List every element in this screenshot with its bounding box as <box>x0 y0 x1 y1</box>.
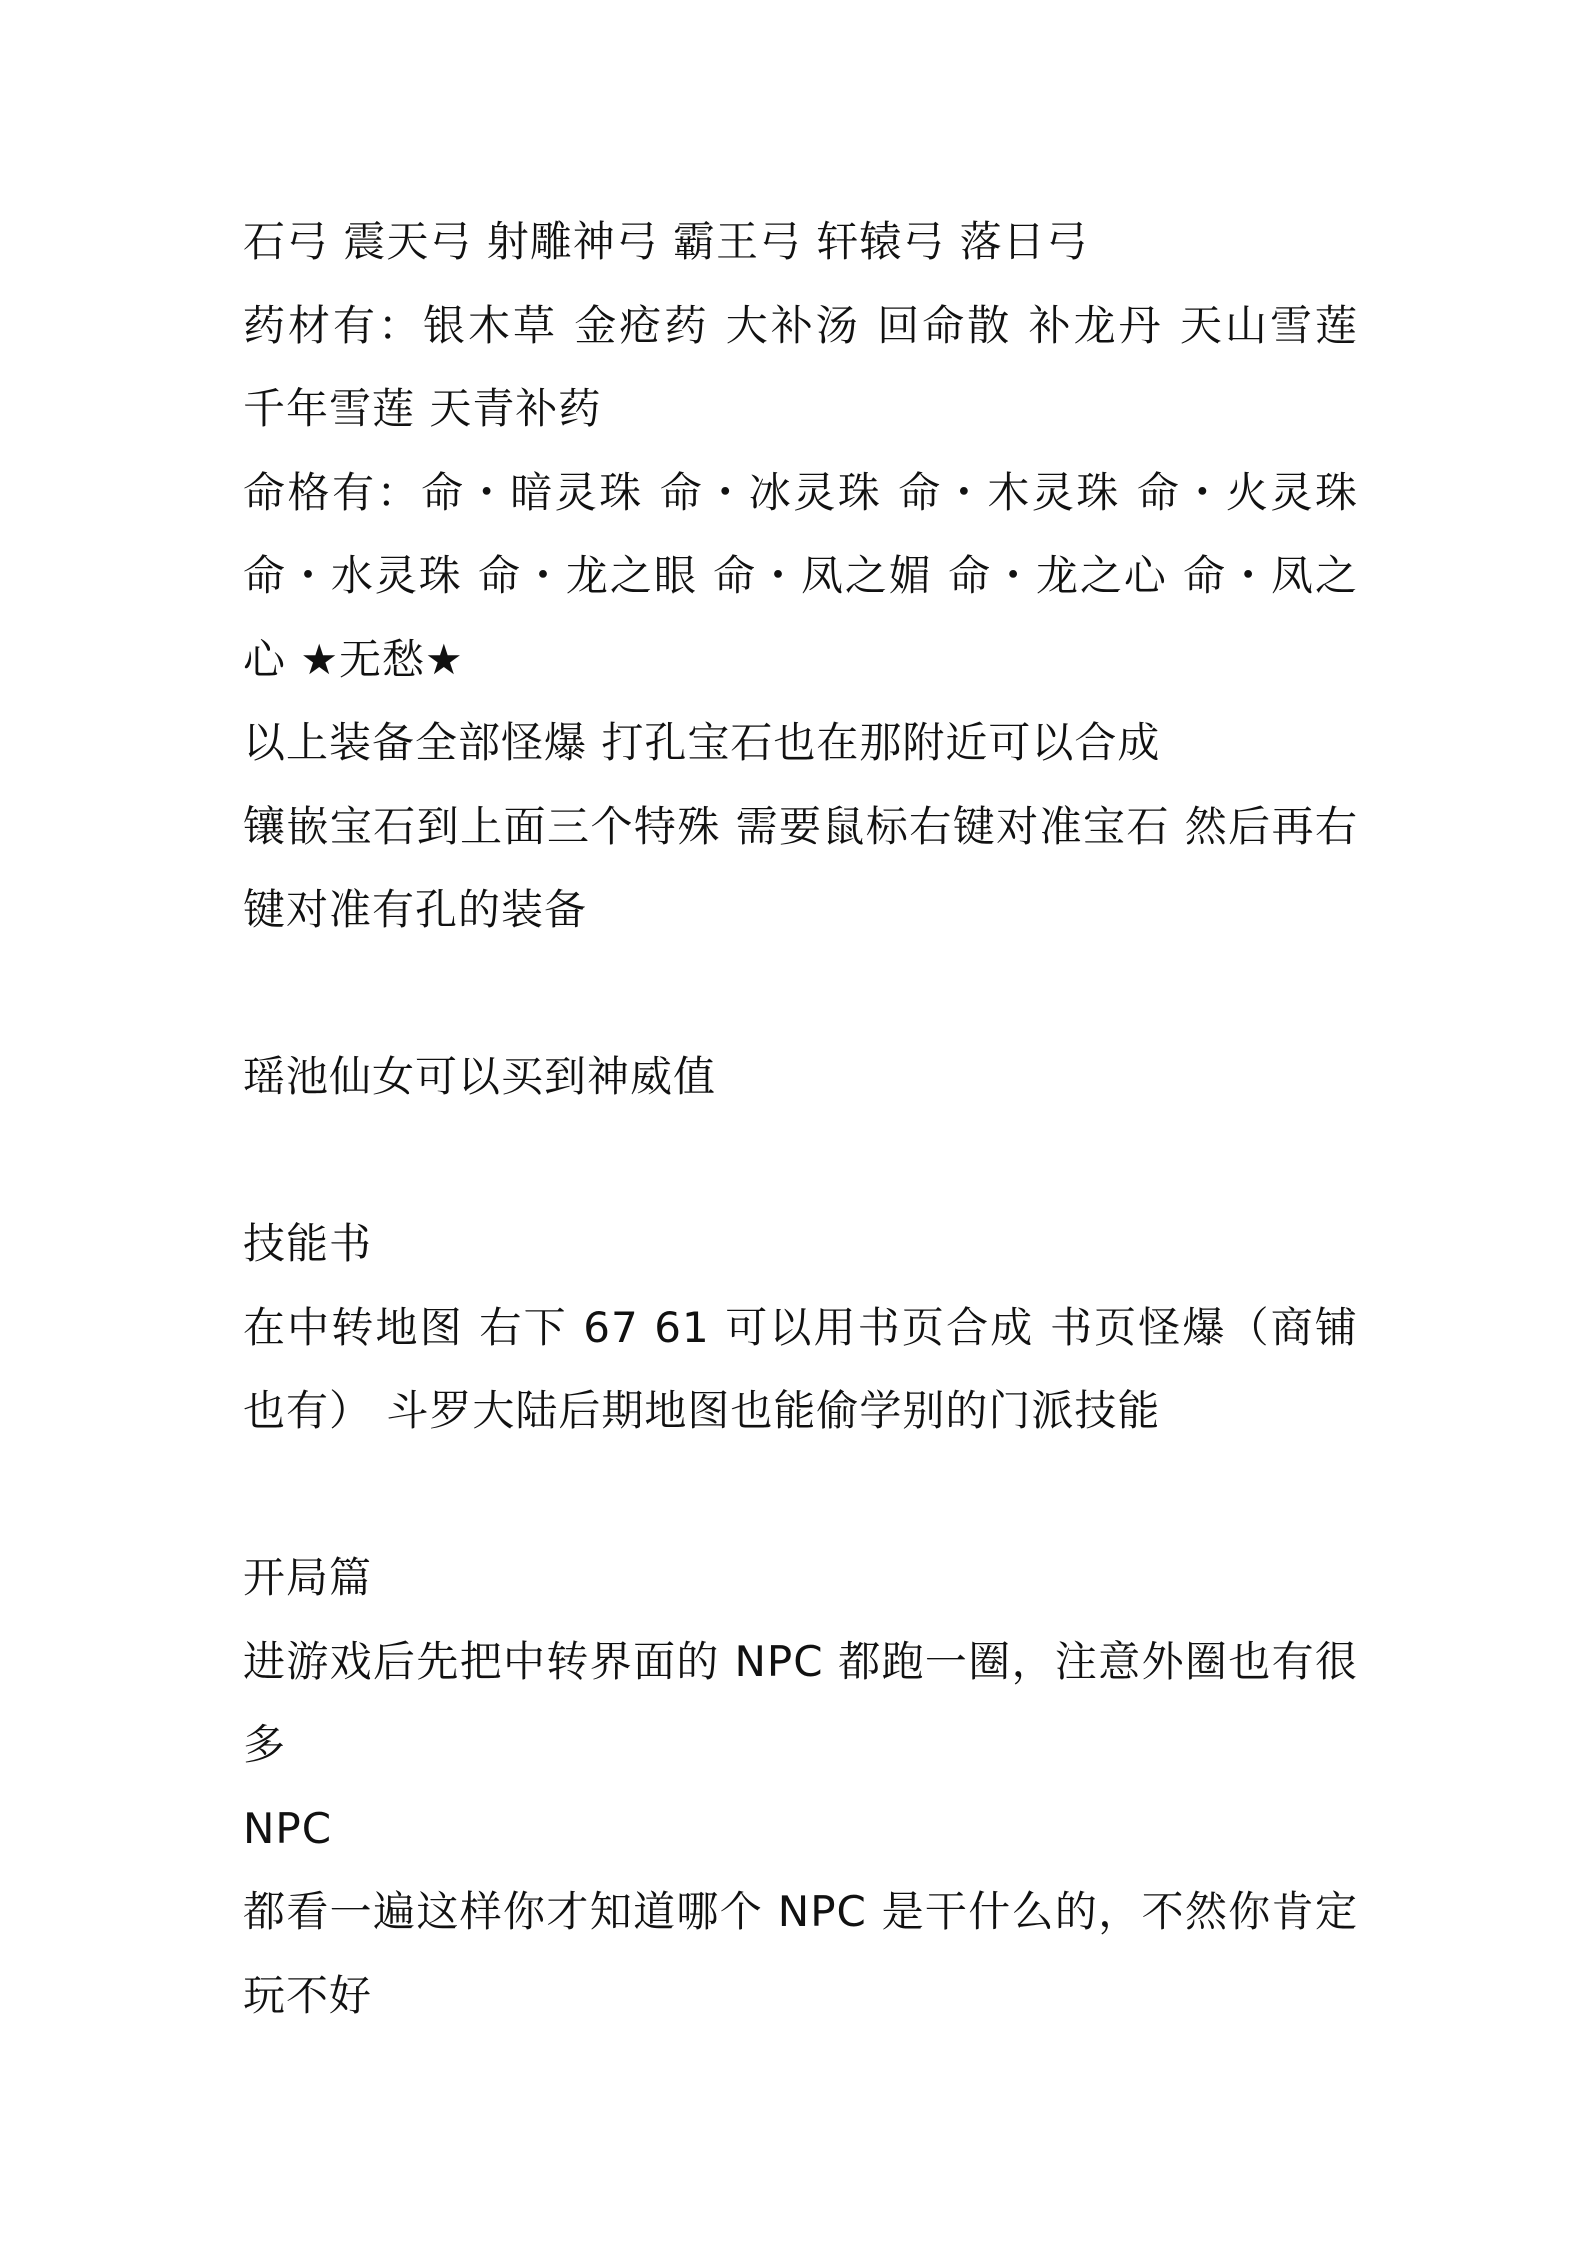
document-body <box>243 200 1358 2037</box>
paragraph-drops: 以上装备全部怪爆 打孔宝石也在那附近可以合成 <box>243 718 1161 767</box>
blank-line <box>243 1453 1358 1537</box>
paragraph-opening-3: 都看一遍这样你才知道哪个 NPC 是干什么的，不然你肯定玩不好 <box>243 1887 1358 2020</box>
paragraph-herbs: 药材有：银木草 金疮药 大补汤 回命散 补龙丹 天山雪莲 千年雪莲 天青补药 <box>243 300 1358 433</box>
heading-opening: 开局篇 <box>243 1553 373 1602</box>
paragraph-bows: 石弓 震天弓 射雕神弓 霸王弓 轩辕弓 落日弓 <box>243 217 1089 266</box>
paragraph-opening-1: 进游戏后先把中转界面的 NPC 都跑一圈，注意外圈也有很多 <box>243 1636 1358 1769</box>
paragraph-fate: 命格有：命・暗灵珠 命・冰灵珠 命・木灵珠 命・火灵珠 命・水灵珠 命・龙之眼 命・凤之媚 命・龙之心 命・凤之心 ★无愁★ <box>243 467 1358 684</box>
heading-skillbook: 技能书 <box>243 1219 373 1268</box>
blank-line <box>243 952 1358 1036</box>
paragraph-skillbook: 在中转地图 右下 67 61 可以用书页合成 书页怪爆（商铺也有） 斗罗大陆后期地图也能偷学别的门派技能 <box>243 1302 1358 1435</box>
paragraph-inlay: 镶嵌宝石到上面三个特殊 需要鼠标右键对准宝石 然后再右键对准有孔的装备 <box>243 801 1358 934</box>
blank-line <box>243 1119 1358 1203</box>
paragraph-fairy: 瑶池仙女可以买到神威值 <box>243 1052 717 1101</box>
paragraph-opening-2: NPC <box>243 1803 333 1853</box>
